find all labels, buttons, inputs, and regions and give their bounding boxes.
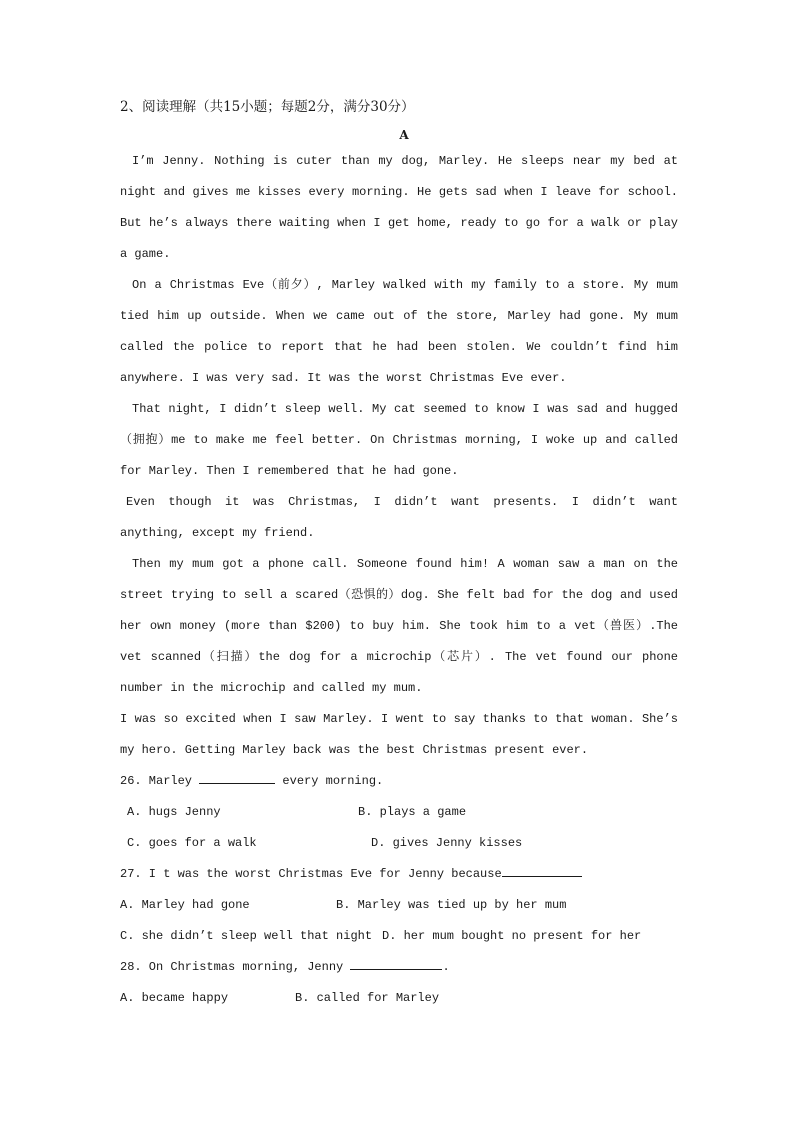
section-title: 2、阅读理解（共15小题；每题2分，满分30分） bbox=[120, 99, 415, 115]
question-stem-after: . bbox=[442, 960, 450, 974]
passage-paragraph: I’m Jenny. Nothing is cuter than my dog, Marley. He sleeps near my bed at night and gives me kisses every morning. He gets sad when I leave for school. But he’s always there waiting when I get home, ready to go for a walk or play a game. bbox=[120, 154, 678, 261]
option-a[interactable]: A. Marley had gone bbox=[120, 898, 250, 912]
question-27 bbox=[120, 859, 678, 952]
option-c[interactable]: C. she didn’t sleep well that night bbox=[120, 929, 373, 943]
passage-paragraph: That night, I didn’t sleep well. My cat seemed to know I was sad and hugged（拥抱）me to make me feel better. On Christmas morning, I woke up and called for Marley. Then I remembered that he had gone. bbox=[120, 402, 678, 478]
option-b[interactable]: B. plays a game bbox=[358, 805, 467, 819]
option-d[interactable]: D. her mum bought no present for her bbox=[382, 929, 642, 943]
option-b[interactable]: B. called for Marley bbox=[295, 991, 440, 1005]
document-page bbox=[120, 96, 678, 1014]
answer-blank[interactable] bbox=[350, 957, 442, 970]
question-28 bbox=[120, 952, 678, 1014]
part-label: A bbox=[399, 128, 409, 142]
passage-paragraph: Even though it was Christmas, I didn’t want presents. I didn’t want anything, except my friend. bbox=[120, 495, 678, 540]
question-stem-before: 28. On Christmas morning, Jenny bbox=[120, 960, 351, 974]
reading-passage bbox=[120, 146, 678, 766]
option-row bbox=[120, 890, 678, 921]
question-stem bbox=[120, 766, 678, 797]
option-row bbox=[120, 983, 678, 1014]
question-stem-before: 27. I t was the worst Christmas Eve for Jenny because bbox=[120, 867, 502, 881]
question-stem bbox=[120, 952, 678, 983]
option-row bbox=[120, 797, 678, 828]
option-c[interactable]: C. goes for a walk bbox=[127, 836, 257, 850]
answer-blank[interactable] bbox=[199, 771, 275, 784]
question-stem bbox=[120, 859, 678, 890]
passage-paragraph: I was so excited when I saw Marley. I went to say thanks to that woman. She’s my hero. Getting Marley back was the best Christmas present ever. bbox=[120, 712, 678, 757]
option-d[interactable]: D. gives Jenny kisses bbox=[371, 836, 523, 850]
question-stem-after: every morning. bbox=[275, 774, 384, 788]
passage-paragraph: On a Christmas Eve（前夕）, Marley walked with my family to a store. My mum tied him up outside. When we came out of the store, Marley had gone. My mum called the police to report that he had been stolen. We couldn’t find him anywhere. I was very sad. It was the worst Christmas Eve ever. bbox=[120, 278, 678, 385]
option-row bbox=[120, 921, 678, 952]
question-26 bbox=[120, 766, 678, 859]
question-stem-before: 26. Marley bbox=[120, 774, 200, 788]
option-a[interactable]: A. hugs Jenny bbox=[127, 805, 221, 819]
option-row bbox=[120, 828, 678, 859]
option-b[interactable]: B. Marley was tied up by her mum bbox=[336, 898, 567, 912]
option-a[interactable]: A. became happy bbox=[120, 991, 229, 1005]
answer-blank[interactable] bbox=[502, 864, 582, 877]
passage-paragraph: Then my mum got a phone call. Someone found him! A woman saw a man on the street trying to sell a scared（恐惧的）dog. She felt bad for the dog and used her own money (more than $200) to buy him. She took him to a vet（兽医）.The vet scanned（扫描）the dog for a microchip（芯片）. The vet found our phone number in the microchip and called my mum. bbox=[120, 557, 678, 695]
